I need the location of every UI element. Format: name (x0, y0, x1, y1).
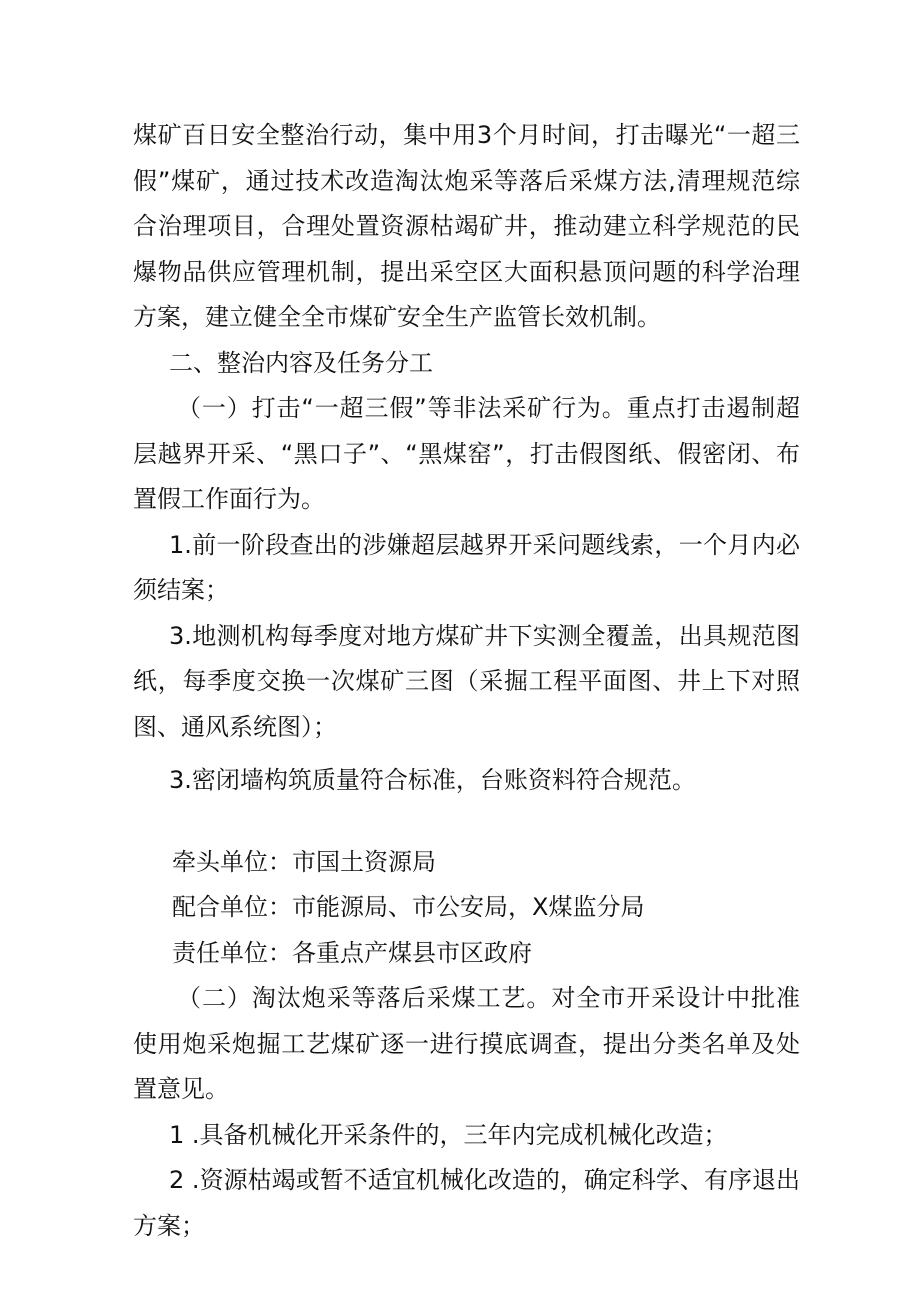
paragraph-item1-heading: （一）打击“一超三假”等非法采矿行为。重点打击遏制超层越界开采、“黑口子”、“黑煤窑”，打击假图纸、假密闭、布置假工作面行为。 (133, 394, 800, 513)
cooperating-unit: 配合单位：市能源局、市公安局，X煤监分局 (172, 893, 645, 921)
paragraph-intro: 煤矿百日安全整治行动，集中用3个月时间，打击曝光“一超三假”煤矿，通过技术改造淘汰炮采等落后采煤方法,清理规范综合治理项目，合理处置资源枯竭矿井，推动建立科学规范的民爆物品供应管理机制，提出采空区大面积悬顶问题的科学治理方案，建立健全全市煤矿安全生产监管长效机制。 (133, 121, 800, 331)
lead-unit: 牵头单位：市国土资源局 (172, 847, 436, 876)
paragraph-item2-heading: （二）淘汰炮采等落后采煤工艺。对全市开采设计中批准使用炮采炮掘工艺煤矿逐一进行摸底调查，提出分类名单及处置意见。 (133, 984, 800, 1103)
unit-list (133, 840, 800, 977)
section-heading-2: 二、整治内容及任务分工 (169, 348, 433, 377)
paragraph-item1-2: 3.地测机构每季度对地方煤矿井下实测全覆盖，出具规范图纸，每季度交换一次煤矿三图（采掘工程平面图、井上下对照图、通风系统图）； (133, 621, 800, 741)
paragraph-item1-1: 1.前一阶段查出的涉嫌超层越界开采问题线索，一个月内必须结案； (133, 530, 800, 604)
responsible-unit: 责任单位：各重点产煤县市区政府 (172, 938, 532, 967)
paragraph-item2-1: 1 .具备机械化开采条件的，三年内完成机械化改造； (169, 1120, 728, 1149)
paragraph-item2-2: 2 .资源枯竭或暂不适宜机械化改造的，确定科学、有序退出方案； (133, 1166, 800, 1240)
paragraph-item1-3: 3.密闭墙构筑质量符合标准，台账资料符合规范。 (169, 766, 696, 794)
